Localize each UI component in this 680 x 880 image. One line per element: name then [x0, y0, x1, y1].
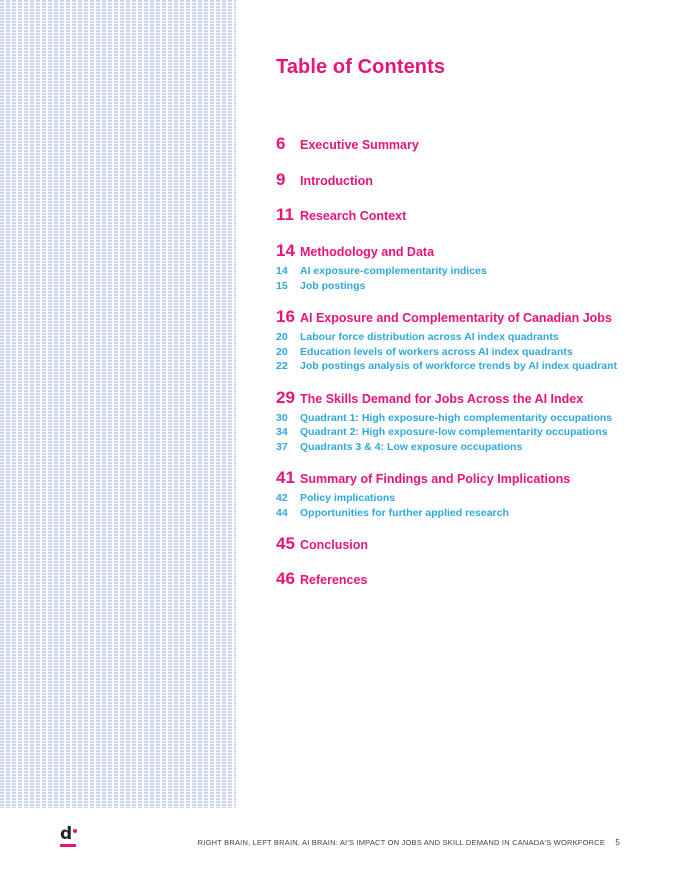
decorative-pattern — [0, 0, 236, 808]
page-number: 5 — [615, 838, 620, 847]
toc-section — [276, 468, 666, 521]
brand-logo — [60, 824, 82, 848]
toc-sub-page-number: 30 — [276, 411, 288, 424]
toc-entry-skills-demand[interactable] — [276, 388, 666, 412]
toc-entry-introduction[interactable] — [276, 170, 666, 194]
toc-page-number: 14 — [276, 241, 295, 260]
toc-entry-label: References — [300, 573, 368, 587]
toc-subentry[interactable] — [276, 492, 666, 507]
page-title: Table of Contents — [276, 56, 446, 78]
toc-sub-page-number: 15 — [276, 279, 288, 292]
toc-section — [276, 134, 666, 158]
toc-entry-label: Summary of Findings and Policy Implications — [300, 472, 571, 486]
toc-section — [276, 170, 666, 194]
toc-subentry[interactable] — [276, 360, 666, 375]
toc-sub-label: Quadrants 3 & 4: Low exposure occupations — [300, 440, 523, 453]
toc-page-number: 9 — [276, 170, 286, 189]
toc-entry-label: Conclusion — [300, 538, 369, 552]
toc-page-number: 16 — [276, 307, 295, 326]
toc-sub-label: Quadrant 2: High exposure-low complementarity occupations — [300, 426, 608, 438]
toc-page-number: 41 — [276, 468, 295, 487]
toc-entry-ai-exposure[interactable] — [276, 307, 666, 331]
footer-title: RIGHT BRAIN, LEFT BRAIN, AI BRAIN: AI'S IMPACT ON JOBS AND SKILL DEMAND IN CANADA'S WORKFORCE — [197, 838, 606, 847]
table-of-contents — [276, 134, 666, 593]
toc-subentry[interactable] — [276, 412, 666, 427]
toc-section — [276, 241, 666, 294]
logo-dot-icon — [73, 829, 77, 833]
toc-subentry[interactable] — [276, 426, 666, 441]
toc-entry-label: The Skills Demand for Jobs Across the AI Index — [300, 391, 584, 406]
toc-sub-label: Policy implications — [300, 492, 396, 504]
toc-sub-label: AI exposure-complementarity indices — [300, 265, 487, 277]
toc-entry-summary-of-findings[interactable] — [276, 468, 666, 492]
toc-entry-label: Introduction — [300, 174, 373, 188]
toc-sub-page-number: 20 — [276, 331, 288, 343]
toc-entry-label: AI Exposure and Complementarity of Canadian Jobs — [300, 311, 612, 325]
toc-entry-research-context[interactable] — [276, 205, 666, 229]
toc-section — [276, 307, 666, 375]
toc-sub-page-number: 14 — [276, 265, 288, 277]
toc-subentry[interactable] — [276, 280, 666, 295]
toc-section — [276, 534, 666, 558]
toc-entry-label: Research Context — [300, 209, 407, 223]
toc-sub-page-number: 20 — [276, 345, 288, 358]
toc-sub-label: Education levels of workers across AI index quadrants — [300, 345, 573, 358]
toc-sub-label: Job postings — [300, 279, 366, 292]
toc-sub-label: Job postings analysis of workforce trends by AI index quadrant — [300, 360, 618, 372]
toc-subentry[interactable] — [276, 265, 666, 280]
toc-sub-label: Opportunities for further applied research — [300, 506, 509, 519]
toc-entry-executive-summary[interactable] — [276, 134, 666, 158]
toc-sub-page-number: 34 — [276, 426, 288, 438]
toc-subentry[interactable] — [276, 507, 666, 522]
toc-section — [276, 569, 666, 593]
toc-subentry[interactable] — [276, 331, 666, 346]
toc-entry-label: Methodology and Data — [300, 245, 435, 259]
toc-sub-page-number: 42 — [276, 492, 288, 504]
page-footer — [198, 838, 620, 847]
toc-sub-label: Quadrant 1: High exposure-high complementarity occupations — [300, 411, 613, 424]
toc-section — [276, 388, 666, 456]
toc-entry-label: Executive Summary — [300, 138, 419, 152]
toc-page-number: 45 — [276, 534, 295, 553]
toc-page-number: 46 — [276, 569, 295, 588]
toc-page-number: 29 — [276, 387, 295, 407]
toc-sub-label: Labour force distribution across AI index quadrants — [300, 331, 559, 343]
toc-subentry[interactable] — [276, 441, 666, 456]
toc-sub-page-number: 44 — [276, 506, 288, 519]
toc-sub-page-number: 37 — [276, 440, 288, 453]
logo-underline-icon — [60, 844, 76, 847]
toc-page-number: 11 — [276, 205, 294, 224]
toc-entry-conclusion[interactable] — [276, 534, 666, 558]
toc-subentry[interactable] — [276, 346, 666, 361]
toc-sub-page-number: 22 — [276, 360, 288, 372]
toc-entry-references[interactable] — [276, 569, 666, 593]
toc-page-number: 6 — [276, 134, 286, 153]
toc-entry-methodology-and-data[interactable] — [276, 241, 666, 265]
logo-letter: d — [60, 824, 73, 844]
toc-section — [276, 205, 666, 229]
